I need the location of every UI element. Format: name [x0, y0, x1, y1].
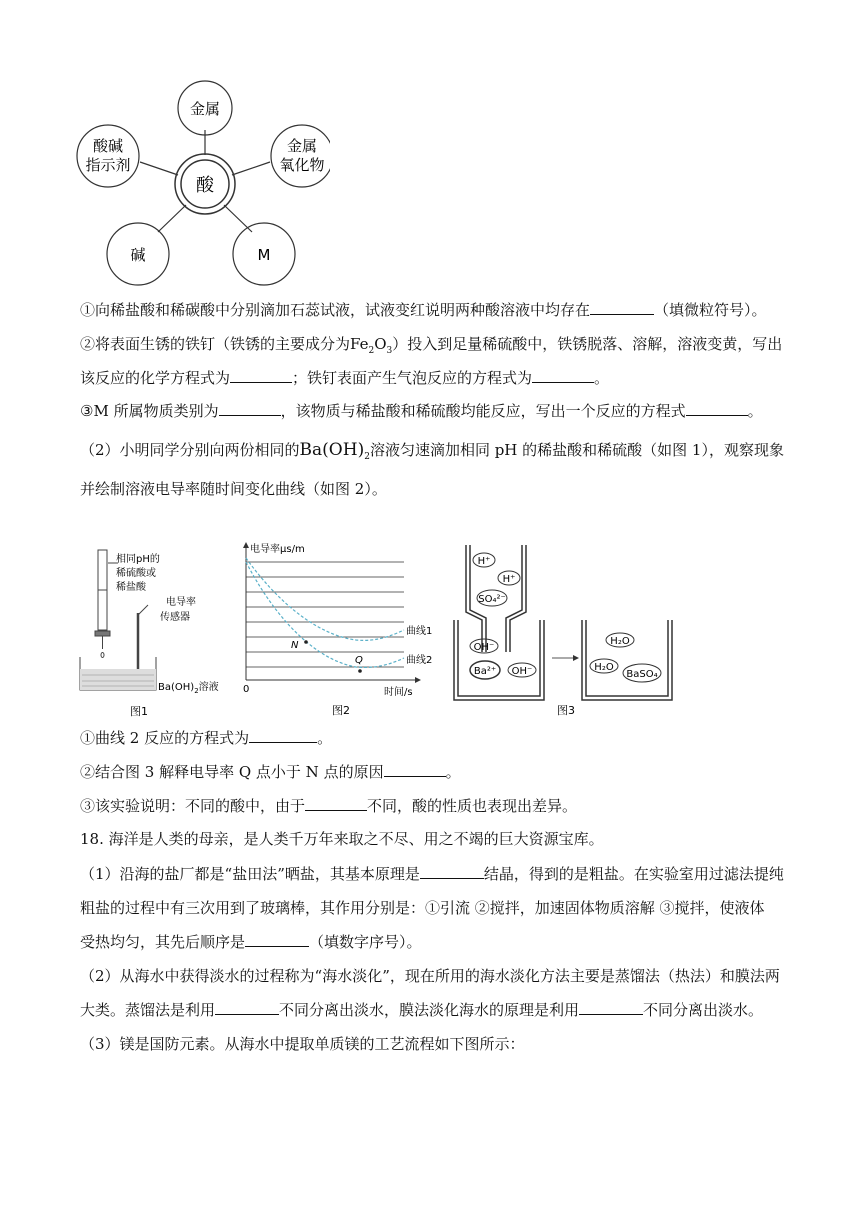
fig1-label-c: 稀盐酸 [116, 582, 146, 593]
acid-relation-diagram [70, 70, 330, 290]
node-base: 碱 [130, 246, 146, 264]
answer-blank[interactable] [245, 932, 309, 947]
fig2-point-n: N [291, 640, 299, 651]
q18-p1-line1: （1）沿海的盐厂都是“盐田法”晒盐，其基本原理是 结晶，得到的是粗盐。在实验室用过滤法提纯 [80, 865, 784, 883]
answer-blank[interactable] [230, 368, 292, 383]
answer-blank[interactable] [384, 762, 446, 777]
node-m: M [257, 246, 271, 264]
q18-p1-line2: 粗盐的过程中有三次用到了玻璃棒，其作用分别是：①引流 ②搅拌，加速固体物质溶解 ③搅拌，使液体 [80, 899, 765, 917]
q17-item2: ②将表面生锈的铁钉（铁锈的主要成分为$Fe_2O_3$）投入到足量稀硫酸中，铁锈脱落、溶解，溶液变黄，写出 [80, 335, 783, 356]
q18-p2-line2: 大类。蒸馏法是利用 不同分离出淡水，膜法淡化海水的原理是利用 不同分离出淡水。 [80, 1001, 764, 1019]
fig3-caption: 图3 [557, 704, 575, 717]
node-center-acid: 酸 [196, 175, 214, 196]
product-baso4: BaSO₄ [626, 669, 658, 680]
figure2-conductivity-chart [236, 540, 446, 720]
fig2-caption: 图2 [332, 704, 350, 717]
answer-blank[interactable] [219, 401, 281, 416]
q17b-item2: ②结合图 3 解释电导率 Q 点小于 N 点的原因 。 [80, 763, 461, 781]
fig2-curve2-label: 曲线2 [406, 655, 433, 666]
fig1-caption: 图1 [130, 705, 148, 718]
answer-blank[interactable] [532, 368, 594, 383]
q18-title: 18. 海洋是人类的母亲，是人类千万年来取之不尽、用之不竭的巨大资源宝库。 [80, 830, 604, 848]
product-h2o-2: H₂O [594, 662, 614, 673]
fig1-label-b: 稀硫酸或 [116, 568, 156, 579]
fig1-sensor-a: 电导率 [166, 597, 196, 608]
q17-part2-line1: （2）小明同学分别向两份相同的$Ba(OH)_2$溶液匀速滴加相同 pH 的稀盐酸和稀硫酸（如图 1），观察现象 [80, 440, 784, 462]
q18-p2-line1: （2）从海水中获得淡水的过程称为“海水淡化”，现在所用的海水淡化方法主要是蒸馏法（热法）和膜法两 [80, 967, 780, 985]
fig2-xlabel: 时间/s [384, 687, 413, 698]
fig2-curve1-label: 曲线1 [406, 626, 433, 637]
node-metal: 金属 [189, 100, 221, 118]
fig1-label-a: 相同pH的 [116, 554, 160, 565]
node-indicator-l2: 指示剂 [85, 156, 131, 174]
answer-blank[interactable] [579, 1000, 643, 1015]
fig2-origin: 0 [243, 684, 250, 695]
q17-item1: ①向稀盐酸和稀碳酸中分别滴加石蕊试液，试液变红说明两种酸溶液中均存在 （填微粒符号）。 [80, 301, 767, 319]
figure1-apparatus [78, 545, 243, 720]
q17-item2-line2: 该反应的化学方程式为 ；铁钉表面产生气泡反应的方程式为 。 [80, 369, 610, 387]
answer-blank[interactable] [420, 864, 484, 879]
fig2-point-q: Q [355, 655, 363, 666]
answer-blank[interactable] [590, 300, 654, 315]
figure3-ion-diagram [452, 540, 777, 720]
answer-blank[interactable] [305, 796, 367, 811]
q17-part2-line2: 并绘制溶液电导率随时间变化曲线（如图 2）。 [80, 480, 387, 498]
node-metal-oxide-l2: 氧化物 [279, 156, 325, 174]
fig1-solution: $Ba(OH)_2$溶液 [158, 682, 219, 695]
ion-so4: SO₄²⁻ [478, 594, 506, 605]
answer-blank[interactable] [215, 1000, 279, 1015]
node-indicator-l1: 酸碱 [92, 137, 124, 155]
q17b-item1: ①曲线 2 反应的方程式为 。 [80, 729, 333, 747]
answer-blank[interactable] [686, 401, 748, 416]
fig2-ylabel: 电导率μs/m [250, 544, 305, 555]
ion-ba: Ba²⁺ [473, 666, 497, 677]
answer-blank[interactable] [249, 728, 317, 743]
q18-p3: （3）镁是国防元素。从海水中提取单质镁的工艺流程如下图所示： [80, 1035, 525, 1053]
q17b-item3: ③该实验说明：不同的酸中，由于 不同，酸的性质也表现出差异。 [80, 797, 578, 815]
q17-item3: ③M 所属物质类别为 ，该物质与稀盐酸和稀硫酸均能反应，写出一个反应的方程式 。 [80, 402, 763, 420]
product-h2o-1: H₂O [610, 636, 630, 647]
ion-oh1: OH⁻ [473, 642, 495, 653]
ion-h1: H⁺ [477, 556, 491, 567]
node-metal-oxide-l1: 金属 [286, 137, 318, 155]
q18-p1-line3: 受热均匀，其先后顺序是 （填数字序号）。 [80, 933, 422, 951]
ion-h2: H⁺ [502, 574, 516, 585]
ion-oh2: OH⁻ [511, 666, 533, 677]
fig1-sensor-b: 传感器 [160, 612, 190, 623]
